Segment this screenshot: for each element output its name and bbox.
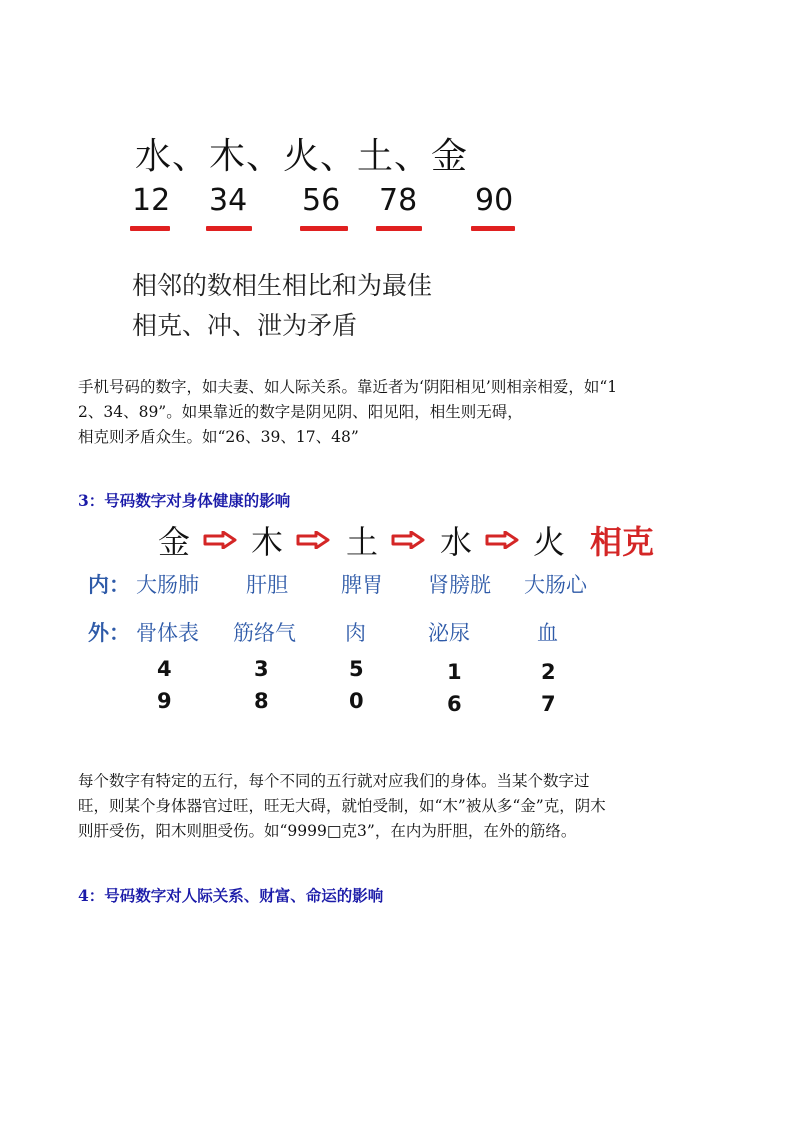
paragraph-line: 2、34、89”。如果靠近的数字是阴见阴、阳见阳，相生则无碍， <box>78 403 523 421</box>
number-pair-2: 34 <box>209 183 248 218</box>
paragraph-relationship <box>78 375 728 450</box>
paragraph-health <box>78 769 728 844</box>
digit-water-2: 6 <box>447 692 462 716</box>
underline-3 <box>300 226 348 231</box>
outer-part-earth: 肉 <box>345 621 366 645</box>
digit-wood-2: 8 <box>254 689 269 713</box>
digit-metal-2: 9 <box>157 689 172 713</box>
digit-wood-1: 3 <box>254 657 269 681</box>
number-pair-4: 78 <box>379 183 418 218</box>
number-pair-3: 56 <box>302 183 341 218</box>
element-fire: 火 <box>533 523 566 561</box>
digit-fire-2: 7 <box>541 692 556 716</box>
digit-earth-1: 5 <box>349 657 364 681</box>
underline-4 <box>376 226 422 231</box>
number-pair-5: 90 <box>475 183 514 218</box>
five-elements-line: 水、木、火、土、金 <box>135 136 469 177</box>
number-pair-1: 12 <box>132 183 171 218</box>
underline-5 <box>471 226 515 231</box>
rule-line-1: 相邻的数相生相比和为最佳 <box>132 271 433 300</box>
paragraph-line: 相克则矛盾众生。如“26、39、17、48” <box>78 428 359 446</box>
element-earth: 土 <box>346 523 379 561</box>
inner-organ-wood: 肝胆 <box>246 573 288 597</box>
inner-organ-fire: 大肠心 <box>524 573 587 597</box>
paragraph-line: 手机号码的数字，如夫妻、如人际关系。靠近者为‘阴阳相见’则相亲相爱，如“1 <box>78 378 618 396</box>
paragraph-text: 克3”，在内为肝胆，在外的筋络。 <box>341 822 577 840</box>
outer-part-fire: 血 <box>537 621 558 645</box>
paragraph-line: 每个数字有特定的五行，每个不同的五行就对应我们的身体。当某个数字过 <box>78 772 590 790</box>
paragraph-line: 旺，则某个身体器官过旺，旺无大碍，就怕受制，如“木”被从多“金”克，阴木 <box>78 797 606 815</box>
section-heading-3: 3：号码数字对身体健康的影响 <box>78 491 291 510</box>
outer-label: 外： <box>88 621 130 645</box>
element-wood: 木 <box>251 523 284 561</box>
underline-2 <box>206 226 252 231</box>
element-water: 水 <box>440 523 473 561</box>
digit-metal-1: 4 <box>157 657 172 681</box>
digit-water-1: 1 <box>447 660 462 684</box>
inner-organ-earth: 脾胃 <box>341 573 383 597</box>
digit-earth-2: 0 <box>349 689 364 713</box>
arrow-right-icon <box>203 531 237 549</box>
paragraph-line <box>78 819 728 844</box>
arrow-right-icon <box>296 531 330 549</box>
underline-1 <box>130 226 170 231</box>
arrow-right-icon <box>485 531 519 549</box>
outer-part-metal: 骨体表 <box>136 621 199 645</box>
element-metal: 金 <box>158 523 191 561</box>
arrow-right-icon <box>391 531 425 549</box>
missing-glyph-box: □ <box>326 822 342 840</box>
rule-line-2: 相克、冲、泄为矛盾 <box>132 311 358 340</box>
conflict-label: 相克 <box>590 523 655 561</box>
paragraph-text: 则肝受伤，阳木则胆受伤。如“9999 <box>78 822 327 840</box>
inner-label: 内： <box>88 573 130 597</box>
inner-organ-metal: 大肠肺 <box>136 573 199 597</box>
outer-part-wood: 筋络气 <box>233 621 296 645</box>
inner-organ-water: 肾膀胱 <box>428 573 491 597</box>
outer-part-water: 泌尿 <box>428 621 470 645</box>
section-heading-4: 4：号码数字对人际关系、财富、命运的影响 <box>78 886 384 905</box>
digit-fire-1: 2 <box>541 660 556 684</box>
